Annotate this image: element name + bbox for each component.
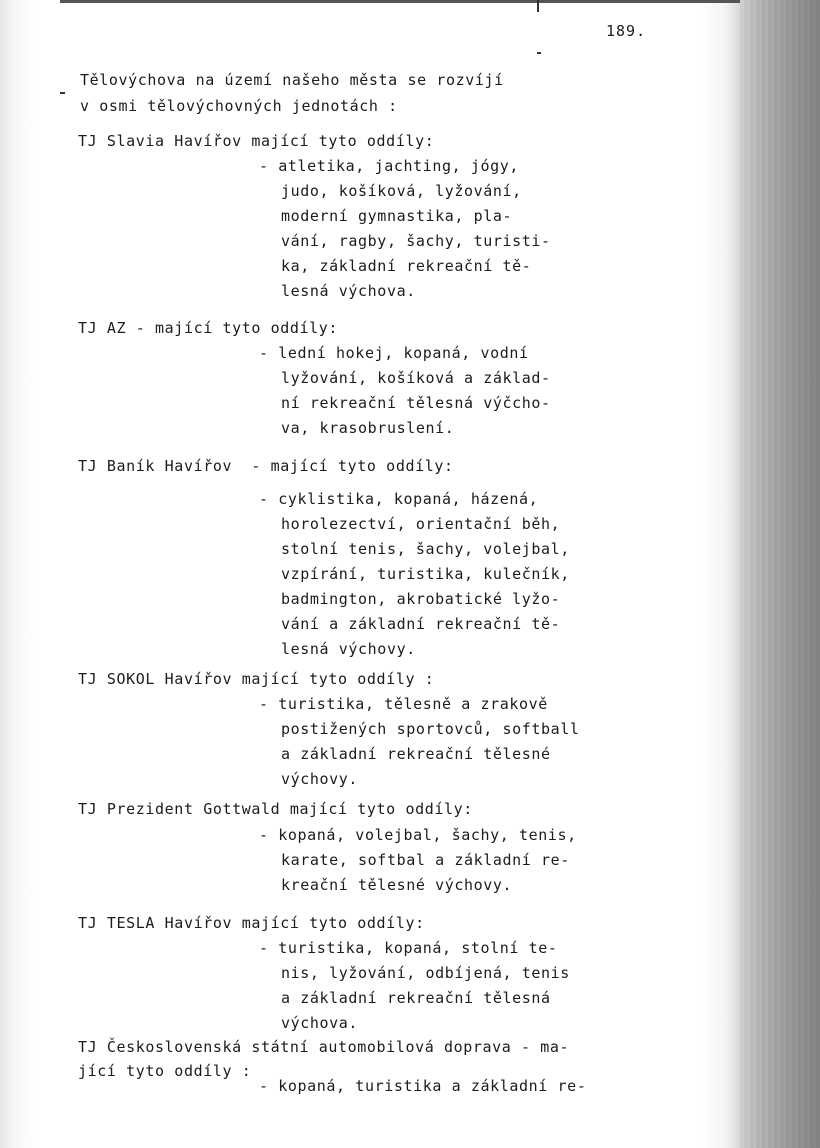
unit-line: stolní tenis, šachy, volejbal, (281, 540, 570, 558)
book-binding-shadow (740, 0, 820, 1148)
unit-line: a základní rekreační tělesná (281, 989, 551, 1007)
top-edge-line (60, 0, 740, 3)
unit-line: - kopaná, turistika a základní re- (259, 1077, 587, 1095)
unit-line: - atletika, jachting, jógy, (259, 157, 520, 175)
page-number: 189. (606, 22, 647, 40)
unit-line: lyžování, košíková a základ- (281, 369, 551, 387)
unit-line: a základní rekreační tělesné (281, 745, 551, 763)
unit-line: moderní gymnastika, pla- (281, 207, 513, 225)
unit-heading-continued: jící tyto oddíly : (78, 1062, 252, 1080)
unit-line: ní rekreační tělesná výčcho- (281, 394, 551, 412)
unit-line: nis, lyžování, odbíjená, tenis (281, 964, 570, 982)
unit-line: výchova. (281, 1014, 359, 1032)
unit-line: vání a základní rekreační tě- (281, 615, 561, 633)
unit-line: lesná výchova. (281, 282, 416, 300)
unit-line: - turistika, kopaná, stolní te- (259, 939, 558, 957)
unit-line: - turistika, tělesně a zrakově (259, 695, 548, 713)
unit-heading: TJ Prezident Gottwald mající tyto oddíly: (78, 800, 473, 818)
unit-line: vání, ragby, šachy, turisti- (281, 232, 551, 250)
unit-line: judo, košíková, lyžování, (281, 182, 522, 200)
intro-line: Tělovýchova na území našeho města se rozvíjí (80, 71, 504, 89)
unit-line: ka, základní rekreační tě- (281, 257, 532, 275)
edge-mark (60, 92, 65, 94)
unit-heading: TJ Slavia Havířov mající tyto oddíly: (78, 132, 435, 150)
unit-line: kreační tělesné výchovy. (281, 876, 513, 894)
unit-heading: TJ TESLA Havířov mající tyto oddíly: (78, 914, 425, 932)
intro-line: v osmi tělovýchovných jednotách : (80, 97, 398, 115)
unit-line: - kopaná, volejbal, šachy, tenis, (259, 826, 577, 844)
unit-line: lesná výchovy. (281, 640, 416, 658)
unit-heading: TJ AZ - mající tyto oddíly: (78, 319, 339, 337)
unit-line: - cyklistika, kopaná, házená, (259, 490, 539, 508)
unit-line: - lední hokej, kopaná, vodní (259, 344, 529, 362)
unit-line: výchovy. (281, 770, 359, 788)
unit-heading: TJ SOKOL Havířov mající tyto oddíly : (78, 670, 435, 688)
unit-line: va, krasobruslení. (281, 419, 455, 437)
unit-heading: TJ Československá státní automobilová doprava - ma- (78, 1038, 570, 1056)
unit-line: badmington, akrobatické lyžo- (281, 590, 561, 608)
unit-heading: TJ Baník Havířov - mající tyto oddíly: (78, 457, 454, 475)
unit-line: postižených sportovců, softball (281, 720, 580, 738)
unit-line: horolezectví, orientační běh, (281, 515, 561, 533)
edge-mark (537, 0, 539, 12)
unit-line: vzpírání, turistika, kulečník, (281, 565, 570, 583)
edge-mark (537, 52, 541, 54)
unit-line: karate, softbal a základní re- (281, 851, 570, 869)
